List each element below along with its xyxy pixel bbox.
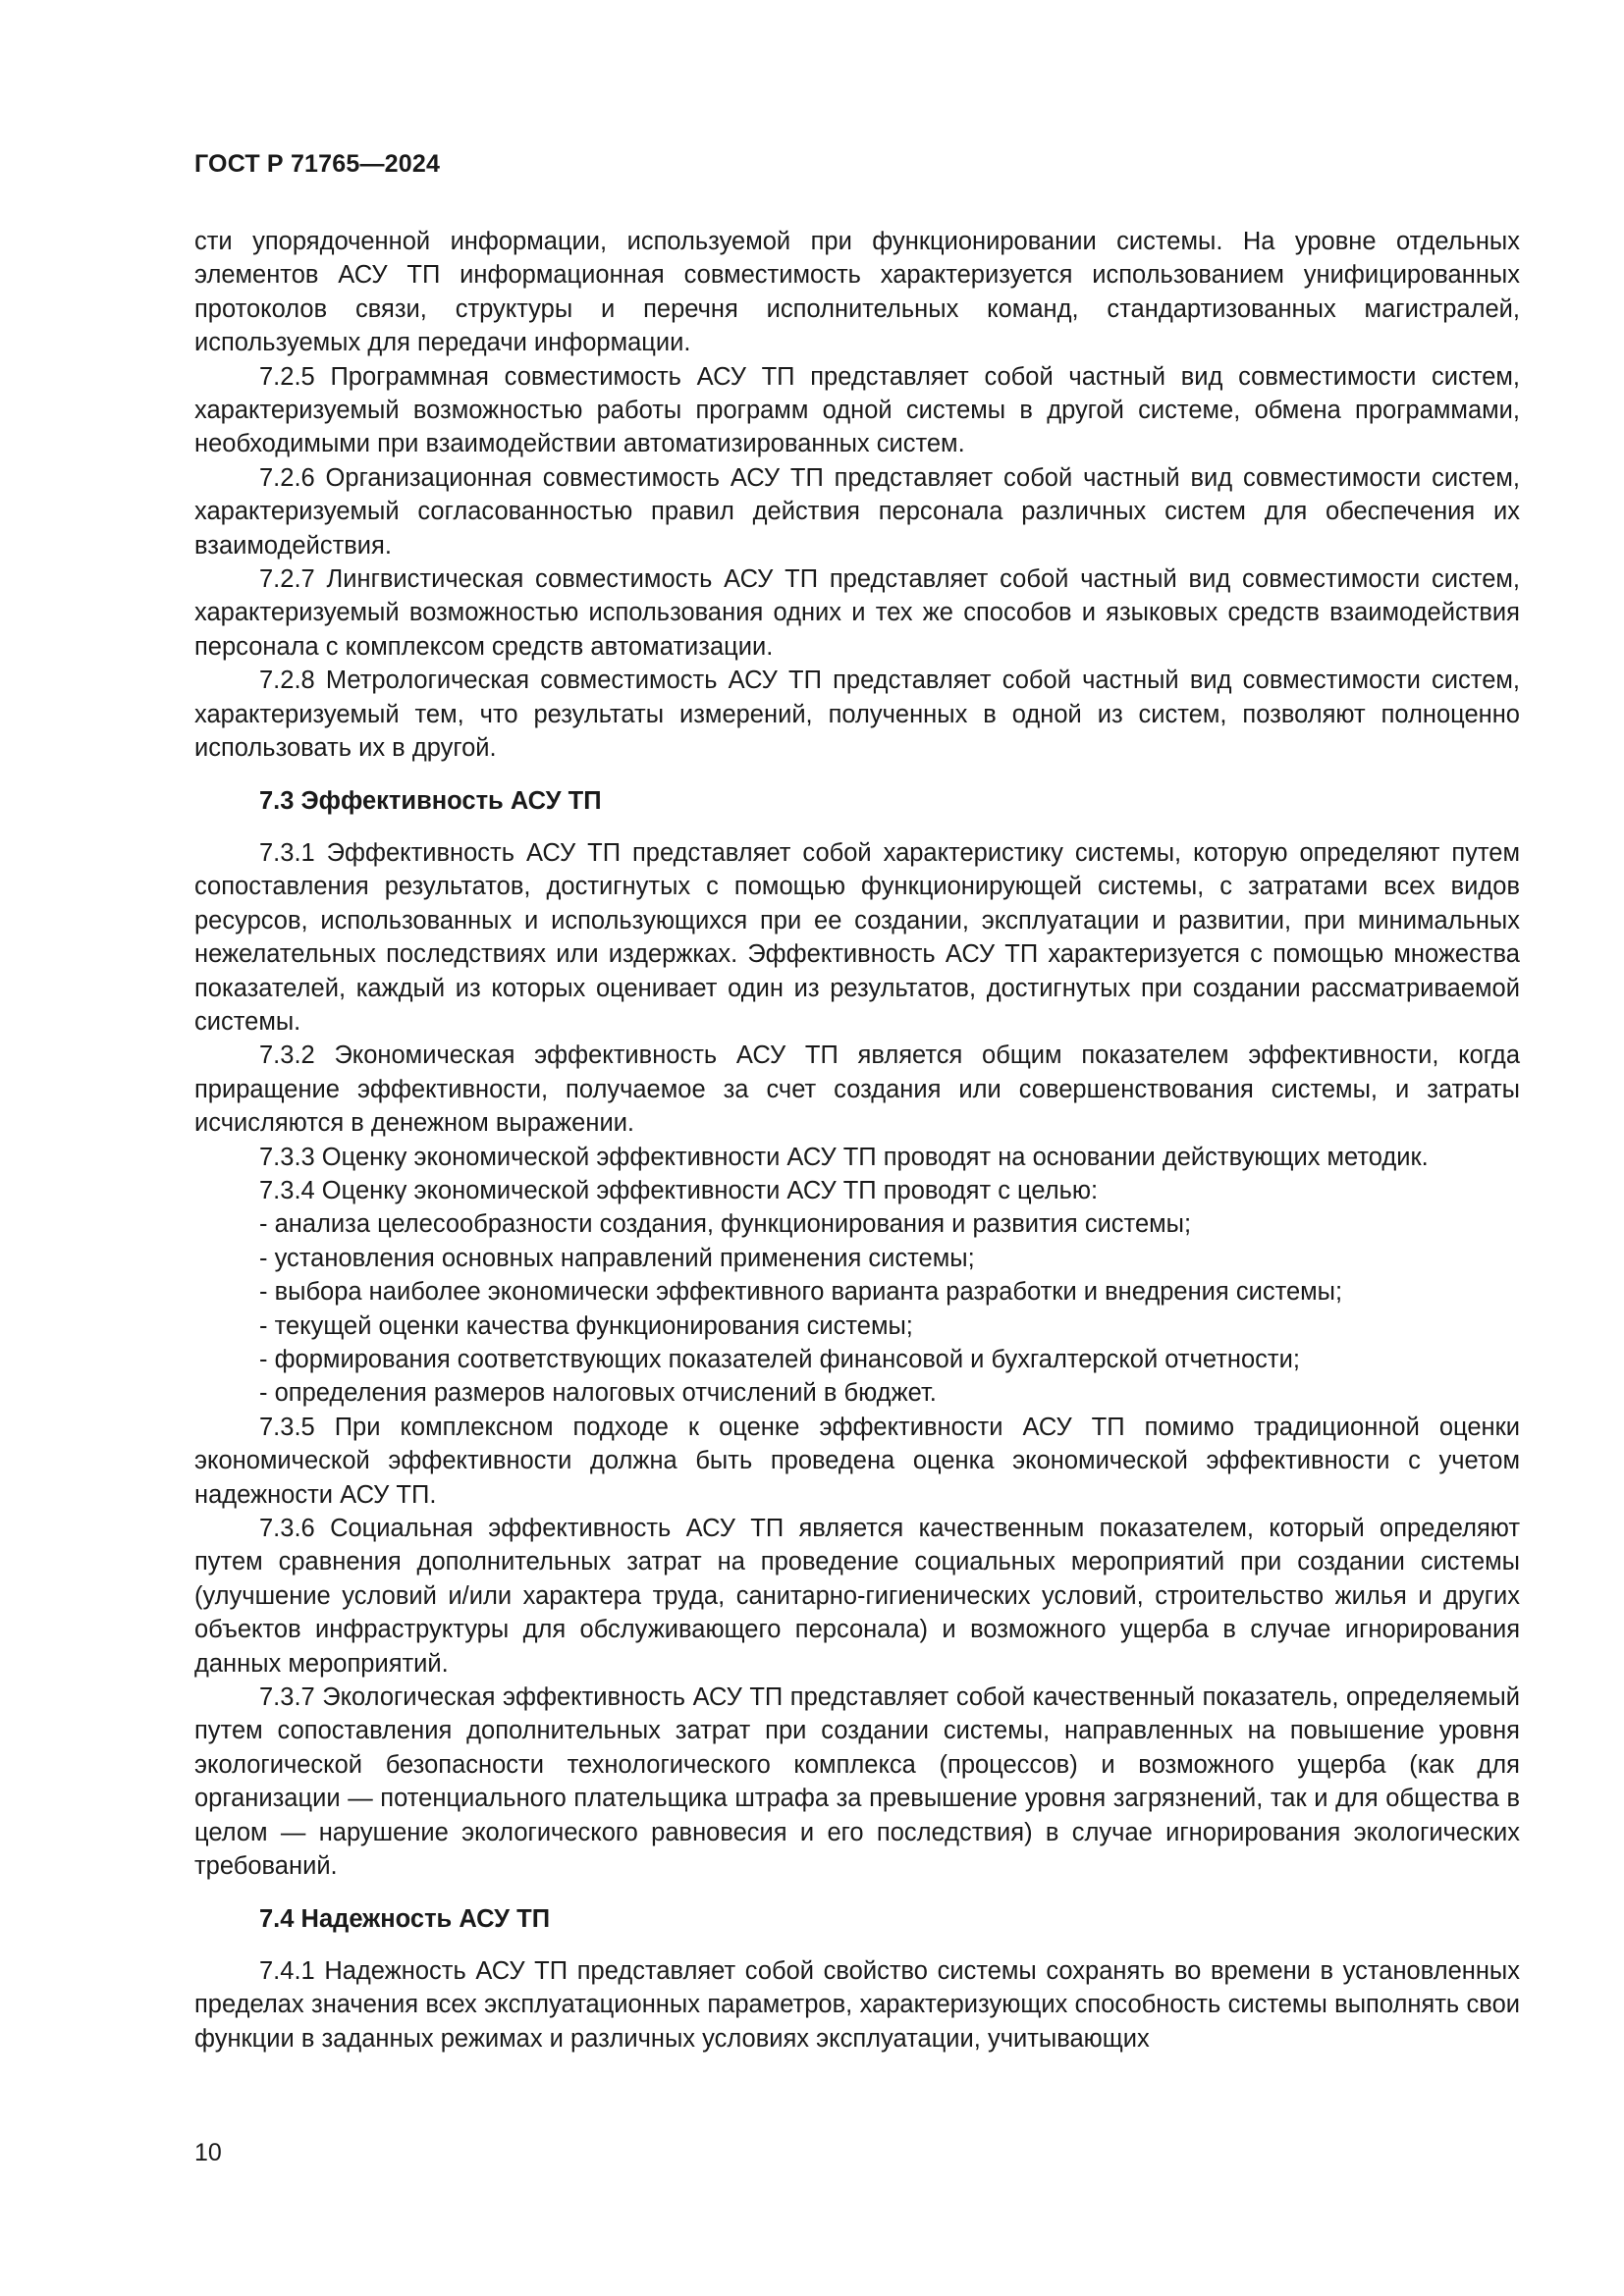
paragraph-7-2-6: 7.2.6 Организационная совместимость АСУ ТП представляет собой частный вид совместимости систем, характеризуемый согласованностью правил действия персонала различных систем для обеспечения их взаимодействия. xyxy=(194,463,1520,560)
list-item: - выбора наиболее экономически эффективного варианта разработки и внедрения системы; xyxy=(259,1278,1343,1307)
paragraph-7-4-1: 7.4.1 Надежность АСУ ТП представляет собой свойство системы сохранять во времени в установленных пределах значения всех эксплуатационных параметров, характеризующих способность системы выполнять свои функции в заданных режимах и различных условиях эксплуатации, учитывающих xyxy=(194,1956,1520,2053)
paragraph-7-2-8: 7.2.8 Метрологическая совместимость АСУ ТП представляет собой частный вид совместимости систем, характеризуемый тем, что результаты измерений, полученных в одной из систем, позволяют полноценно использовать их в другой. xyxy=(194,667,1520,763)
section-heading-7-4: 7.4 Надежность АСУ ТП xyxy=(259,1904,551,1933)
paragraph-continuation: сти упорядоченной информации, используемой при функционировании системы. На уровне отдельных элементов АСУ ТП информационная совместимость характеризуется использованием унифицированных протоколов связи, структуры и перечня исполнительных команд, стандартизованных магистралей, используемых для передачи информации. xyxy=(194,228,1520,357)
document-header: ГОСТ Р 71765—2024 xyxy=(194,150,441,178)
list-item: - определения размеров налоговых отчислений в бюджет. xyxy=(259,1379,937,1408)
paragraph-7-3-1: 7.3.1 Эффективность АСУ ТП представляет собой характеристику системы, которую определяют путем сопоставления результатов, достигнутых с помощью функционирующей системы, с затратами всех видов ресурсов, использованных и использующихся при ее создании, эксплуатации и развитии, при минимальных нежелательных последствиях или издержках. Эффективность АСУ ТП характеризуется с помощью множества показателей, каждый из которых оценивает один из результатов, достигнутых при создании рассматриваемой системы. xyxy=(194,838,1520,1036)
paragraph-7-3-7: 7.3.7 Экологическая эффективность АСУ ТП представляет собой качественный показатель, определяемый путем сопоставления дополнительных затрат при создании системы, направленных на повышение уровня экологической безопасности технологического комплекса (процессов) и возможного ущерба (как для организации — потенциального плательщика штрафа за превышение уровня загрязнений, так и для общества в целом — нарушение экологического равновесия и его последствия) в случае игнорирования экологических требований. xyxy=(194,1683,1520,1881)
paragraph-7-3-6: 7.3.6 Социальная эффективность АСУ ТП является качественным показателем, который определяют путем сравнения дополнительных затрат на проведение социальных мероприятий при создании системы (улучшение условий и/или характера труда, санитарно-гигиенических условий, строительство жилья и других объектов инфраструктуры для обслуживающего персонала) и возможного ущерба в случае игнорирования данных мероприятий. xyxy=(194,1515,1520,1678)
list-item: - текущей оценки качества функционирования системы; xyxy=(259,1311,913,1340)
document-body xyxy=(194,225,1520,2056)
list-item: - установления основных направлений применения системы; xyxy=(259,1244,975,1272)
paragraph-7-3-4: 7.3.4 Оценку экономической эффективности АСУ ТП проводят с целью: xyxy=(259,1176,1099,1204)
list-item: - формирования соответствующих показателей финансовой и бухгалтерской отчетности; xyxy=(259,1346,1300,1373)
paragraph-7-3-3: 7.3.3 Оценку экономической эффективности АСУ ТП проводят на основании действующих методик. xyxy=(259,1143,1429,1171)
paragraph-7-3-5: 7.3.5 При комплексном подходе к оценке эффективности АСУ ТП помимо традиционной оценки экономической эффективности должна быть проведена оценка экономической эффективности с учетом надежности АСУ ТП. xyxy=(194,1413,1520,1509)
paragraph-7-3-2: 7.3.2 Экономическая эффективность АСУ ТП является общим показателем эффективности, когда приращение эффективности, получаемое за счет создания или совершенствования системы, и затраты исчисляются в денежном выражении. xyxy=(194,1041,1520,1138)
purpose-list xyxy=(194,1207,1520,1410)
paragraph-7-2-7: 7.2.7 Лингвистическая совместимость АСУ ТП представляет собой частный вид совместимости систем, характеризуемый возможностью использования одних и тех же способов и языковых средств взаимодействия персонала с комплексом средств автоматизации. xyxy=(194,565,1520,661)
paragraph-7-2-5: 7.2.5 Программная совместимость АСУ ТП представляет собой частный вид совместимости систем, характеризуемый возможностью работы программ одной системы в другой системе, обмена программами, необходимыми при взаимодействии автоматизированных систем. xyxy=(194,362,1520,458)
section-heading-7-3: 7.3 Эффективность АСУ ТП xyxy=(259,786,602,815)
list-item: - анализа целесообразности создания, функционирования и развития системы; xyxy=(259,1210,1192,1239)
page-number: 10 xyxy=(194,2139,222,2166)
